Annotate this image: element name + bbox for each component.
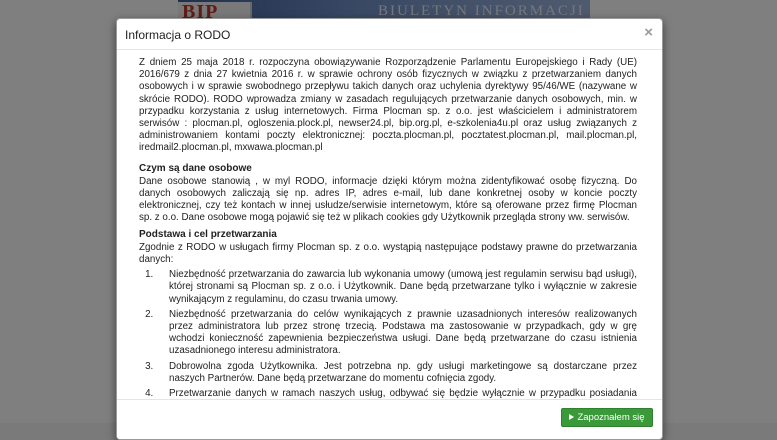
section-title-legal-basis: Podstawa i cel przetwarzania [139,228,277,240]
accept-button[interactable] [561,408,653,427]
modal-footer [117,399,662,440]
list-item: 3. Dobrowolna zgoda Użytkownika. Jest potrzebna np. gdy usługi marketingowe są dostarczane przez naszych Partnerów. Dane będą przetwarzane do momentu cofnięcia zgody. [156,361,637,385]
personal-data-paragraph: Dane osobowe stanowią , w myl RODO, informacje dzięki którym można zidentyfikować osobę fizyczną. Do danych osobowych zaliczają się np. adres IP, adres e-mail, lub dane konkretnej osoby w koncie poczty elektronicznej, czy też kontach w innej usłudze/serwisie internetowym, które są oferowane przez firmę Plocman sp. z o.o. Dane osobowe mogą pojawić się też w plikach cookies gdy Użytkownik przegląda strony ww. serwisów. [139,175,637,224]
rodo-modal [116,18,663,440]
section-title-personal-data: Czym są dane osobowe [139,162,252,174]
accept-label: Zapoznałem się [577,412,645,423]
intro-paragraph: Z dniem 25 maja 2018 r. rozpoczyna obowiązywanie Rozporządzenie Parlamentu Europejskiego i Rady (UE) 2016/679 z dnia 27 kwietnia 2016 r. w sprawie ochrony osób fizycznych w związku z przetwarzaniem danych osobowych i w sprawie swobodnego przepływu takich danych oraz uchylenia dyrektywy 95/46/WE (nazywane w skrócie RODO). RODO wprowadza zmiany w zasadach regulujących przetwarzanie danych osobowych, min. w przypadku korzystania z usług internetowych. Firma Plocman sp. z o.o. jest właścicielem i administratorem serwisów : plocman.pl, ogloszenia.plock.pl, newser24.pl, bip.org.pl, e-szkolenia4u.pl oraz usług związanych z administrowaniem kontami poczty elektronicznej: poczta.plocman.pl, pocztatest.plocman.pl, mail.plocman.pl, iredmail2.plocman.pl, mxwawa.plocman.pl [139,57,637,154]
list-item: 4. Przetwarzanie danych w ramach naszych usług, odbywać się będzie wyłącznie w przypadku posiadania [156,388,637,425]
close-icon[interactable]: × [644,24,653,41]
list-item: 1. Niezbędność przetwarzania do zawarcia lub wykonania umowy (umową jest regulamin serwisu bąd usługi), której stronami są Plocman sp. z o.o. i Użytkownik. Dane będą przetwarzane tylko i wyłącznie w zakresie wynikającym z regulaminu, do czasu trwania umowy. [156,269,637,306]
modal-title: Informacja o RODO [125,28,231,42]
modal-header [117,19,662,50]
legal-basis-intro: Zgodnie z RODO w usługach firmy Plocman sp. z o.o. wystąpią następujące podstawy prawne do przetwarzania danych: [139,241,637,266]
list-item: 2. Niezbędność przetwarzania do celów wynikających z prawnie uzasadnionych interesów realizowanych przez administratora lub przez stronę trzecią. Podstawa ma zastosowanie w przypadkach, gdy w grę wchodzi konieczność zapewnienia bezpieczeństwa usługi. Dane będą przetwarzane do czasu istnienia uzasadnionego interesu administratora. [156,309,637,358]
modal-body [117,50,662,425]
play-icon [569,414,574,420]
